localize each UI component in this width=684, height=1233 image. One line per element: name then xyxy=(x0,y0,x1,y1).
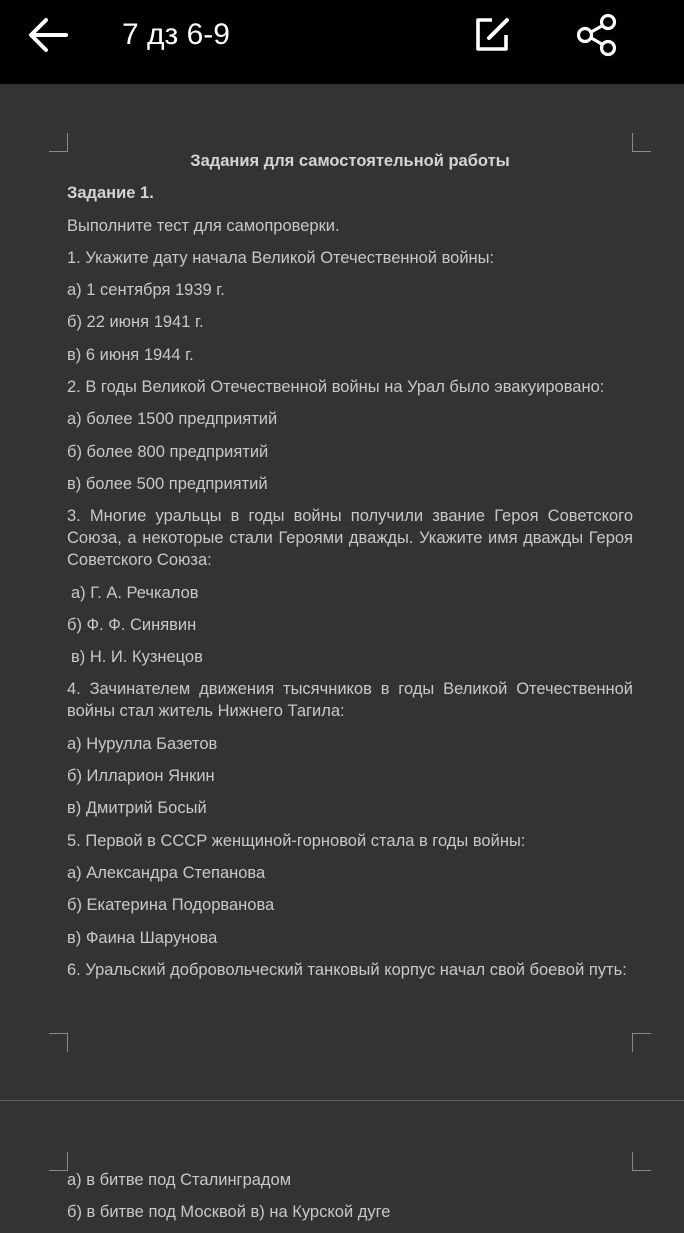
page-divider xyxy=(0,1100,684,1101)
question-text: 2. В годы Великой Отечественной войны на Урал было эвакуировано: xyxy=(67,378,605,397)
edit-icon[interactable] xyxy=(470,12,514,56)
page-corner-mark xyxy=(632,1152,651,1171)
question-text: 1. Укажите дату начала Великой Отечественной войны: xyxy=(67,248,495,267)
document-page-1 xyxy=(67,150,633,991)
answer-option: б) в битве под Москвой в) на Курской дуге xyxy=(67,1203,391,1221)
task-intro: Выполните тест для самопроверки. xyxy=(67,216,340,235)
document-page-2 xyxy=(67,1169,633,1233)
page-corner-mark xyxy=(632,1033,651,1052)
answer-option: б) Ф. Ф. Синявин xyxy=(67,615,197,634)
page-corner-mark xyxy=(49,1033,68,1052)
question-text: 6. Уральский добровольческий танковый корпус начал свой боевой путь: xyxy=(67,960,627,979)
answer-option: в) Фаина Шарунова xyxy=(67,928,218,947)
answer-option: б) Екатерина Подорванова xyxy=(67,896,275,915)
arrow-left-icon[interactable] xyxy=(22,14,74,56)
answer-option: а) Г. А. Речкалов xyxy=(71,583,199,602)
answer-option: б) Илларион Янкин xyxy=(67,767,215,786)
page-corner-mark xyxy=(49,133,68,152)
answer-option: в) более 500 предприятий xyxy=(67,474,268,493)
page-heading: Задания для самостоятельной работы xyxy=(190,152,510,170)
document-title: 7 дз 6-9 xyxy=(122,18,230,51)
answer-option: а) Нурулла Базетов xyxy=(67,734,218,753)
top-app-bar xyxy=(0,0,684,84)
answer-option: в) 6 июня 1944 г. xyxy=(67,345,194,364)
question-text: 5. Первой в СССР женщиной-горновой стала в годы войны: xyxy=(67,831,526,850)
task-title: Задание 1. xyxy=(67,184,154,203)
answer-option: б) более 800 предприятий xyxy=(67,442,269,461)
answer-option: в) Н. И. Кузнецов xyxy=(71,648,203,667)
answer-option: б) 22 июня 1941 г. xyxy=(67,313,204,332)
answer-option: в) Дмитрий Босый xyxy=(67,799,207,818)
answer-option: а) более 1500 предприятий xyxy=(67,410,278,429)
page-corner-mark xyxy=(632,133,651,152)
answer-option: а) Александра Степанова xyxy=(67,863,266,882)
answer-option: а) 1 сентября 1939 г. xyxy=(67,281,225,300)
share-icon[interactable] xyxy=(574,12,620,58)
question-text: 4. Зачинателем движения тысячников в годы Великой Отечественной войны стал житель Нижнего Тагила: xyxy=(67,680,633,721)
question-text: 3. Многие уральцы в годы войны получили звание Героя Советского Союза, а некоторые стали Героями дважды. Укажите имя дважды Героя Советского Союза: xyxy=(67,507,633,570)
page-corner-mark xyxy=(49,1152,68,1171)
answer-option: а) в битве под Сталинградом xyxy=(67,1171,292,1189)
